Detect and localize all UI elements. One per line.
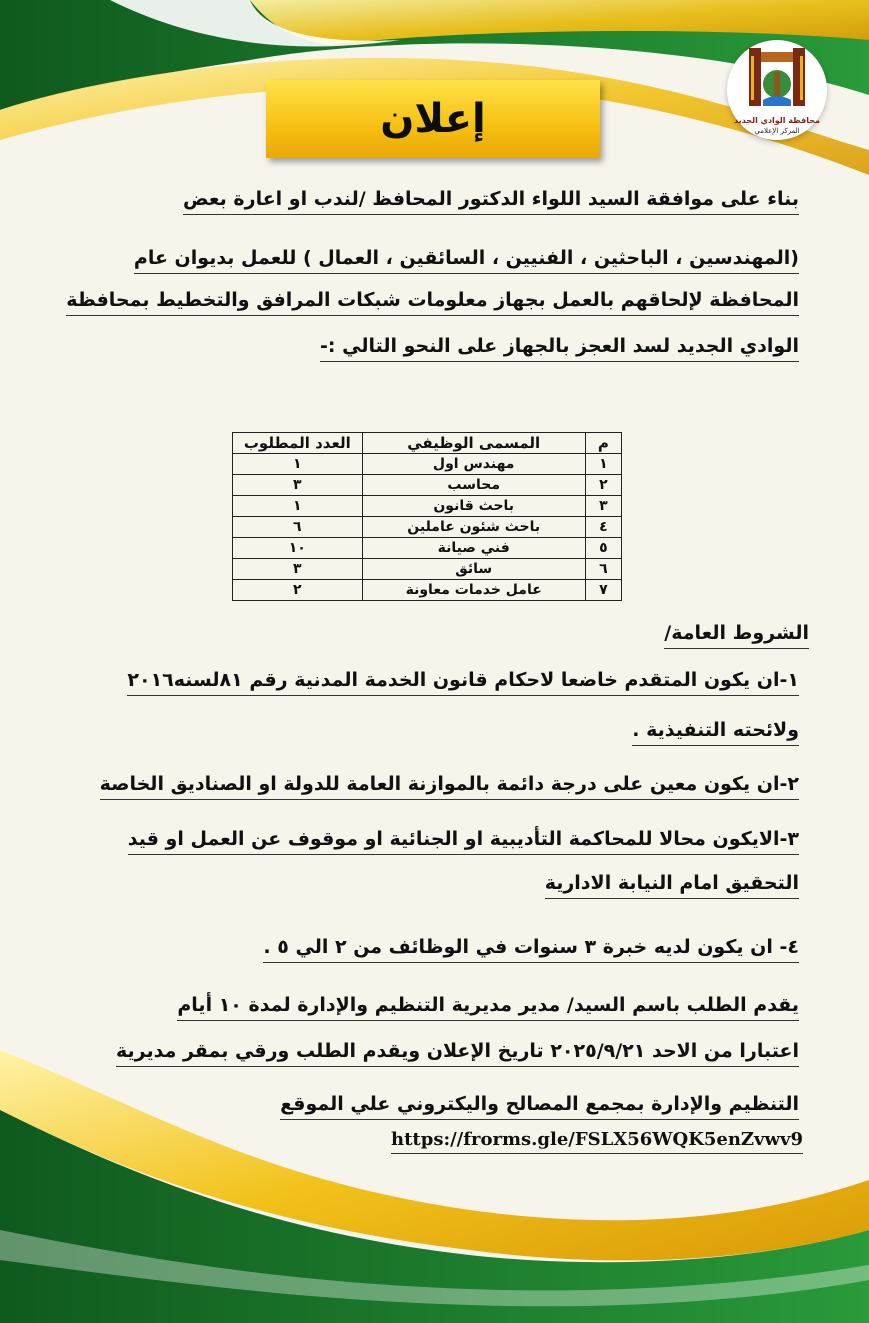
header-count: العدد المطلوب [233,433,363,454]
table-row [233,538,622,559]
row-num: ٧ [585,580,621,601]
row-count: ١ [233,496,363,517]
jobs-table [232,432,622,601]
governorate-logo [727,40,827,140]
row-count: ٢ [233,580,363,601]
row-num: ١ [585,454,621,475]
row-num: ٥ [585,538,621,559]
condition-4: ٤- ان يكون لديه خبرة ٣ سنوات في الوظائف من ٢ الي ٥ . [263,934,799,963]
condition-3-line-2: التحقيق امام النيابة الادارية [545,870,799,899]
row-count: ٣ [233,475,363,496]
header-job-title: المسمى الوظيفي [362,433,585,454]
announcement-title-box [266,80,600,158]
table-header-row [233,433,622,454]
row-count: ١٠ [233,538,363,559]
condition-3-line-1: ٣-الايكون محالا للمحاكمة التأديبية او الجنائية او موقوف عن العمل او قيد [128,826,799,855]
row-num: ٣ [585,496,621,517]
row-job-title: فني صيانة [362,538,585,559]
row-num: ٤ [585,517,621,538]
row-job-title: باحث شئون عاملين [362,517,585,538]
row-count: ٣ [233,559,363,580]
conditions-heading: الشروط العامة/ [664,620,809,649]
row-job-title: سائق [362,559,585,580]
application-line-1: يقدم الطلب باسم السيد/ مدير مديرية التنظيم والإدارة لمدة ١٠ أيام [177,992,799,1021]
row-num: ٢ [585,475,621,496]
row-job-title: باحث قانون [362,496,585,517]
intro-line-3: المحافظة لإلحاقهم بالعمل بجهاز معلومات شبكات المرافق والتخطيط بمحافظة [66,287,799,316]
intro-line-4: الوادي الجديد لسد العجز بالجهاز على النحو التالي :- [320,333,799,362]
condition-1-line-2: ولائحته التنفيذية . [632,717,799,746]
row-num: ٦ [585,559,621,580]
table-row [233,559,622,580]
condition-2: ٢-ان يكون معين على درجة دائمة بالموازنة العامة للدولة او الصناديق الخاصة [100,771,799,800]
condition-1-line-1: ١-ان يكون المتقدم خاضعا لاحكام قانون الخدمة المدنية رقم ٨١لسنه٢٠١٦ [127,667,799,696]
intro-line-1: بناء على موافقة السيد اللواء الدكتور المحافظ /لندب او اعارة بعض [183,186,799,215]
table-row [233,475,622,496]
intro-line-2: (المهندسين ، الباحثين ، الفنيين ، السائقين ، العمال ) للعمل بديوان عام [134,245,799,274]
logo-title: محافظة الوادي الجديد [734,116,820,125]
row-count: ٦ [233,517,363,538]
row-count: ١ [233,454,363,475]
row-job-title: مهندس اول [362,454,585,475]
governorate-emblem-icon [727,40,827,140]
row-job-title: عامل خدمات معاونة [362,580,585,601]
application-line-2: اعتبارا من الاحد ٢٠٢٥/٩/٢١ تاريخ الإعلان ويقدم الطلب ورقي بمقر مديرية [116,1038,799,1067]
table-row [233,454,622,475]
table-row [233,580,622,601]
application-url[interactable]: https://frorms.gle/FSLX56WQK5enZvwv9 [391,1127,803,1154]
logo-subtitle: المركز الإعلامي [754,127,800,135]
application-line-3: التنظيم والإدارة بمجمع المصالح واليكتروني علي الموقع [280,1091,799,1120]
table-row [233,517,622,538]
table-row [233,496,622,517]
page-title: إعلان [380,96,486,142]
header-num: م [585,433,621,454]
row-job-title: محاسب [362,475,585,496]
